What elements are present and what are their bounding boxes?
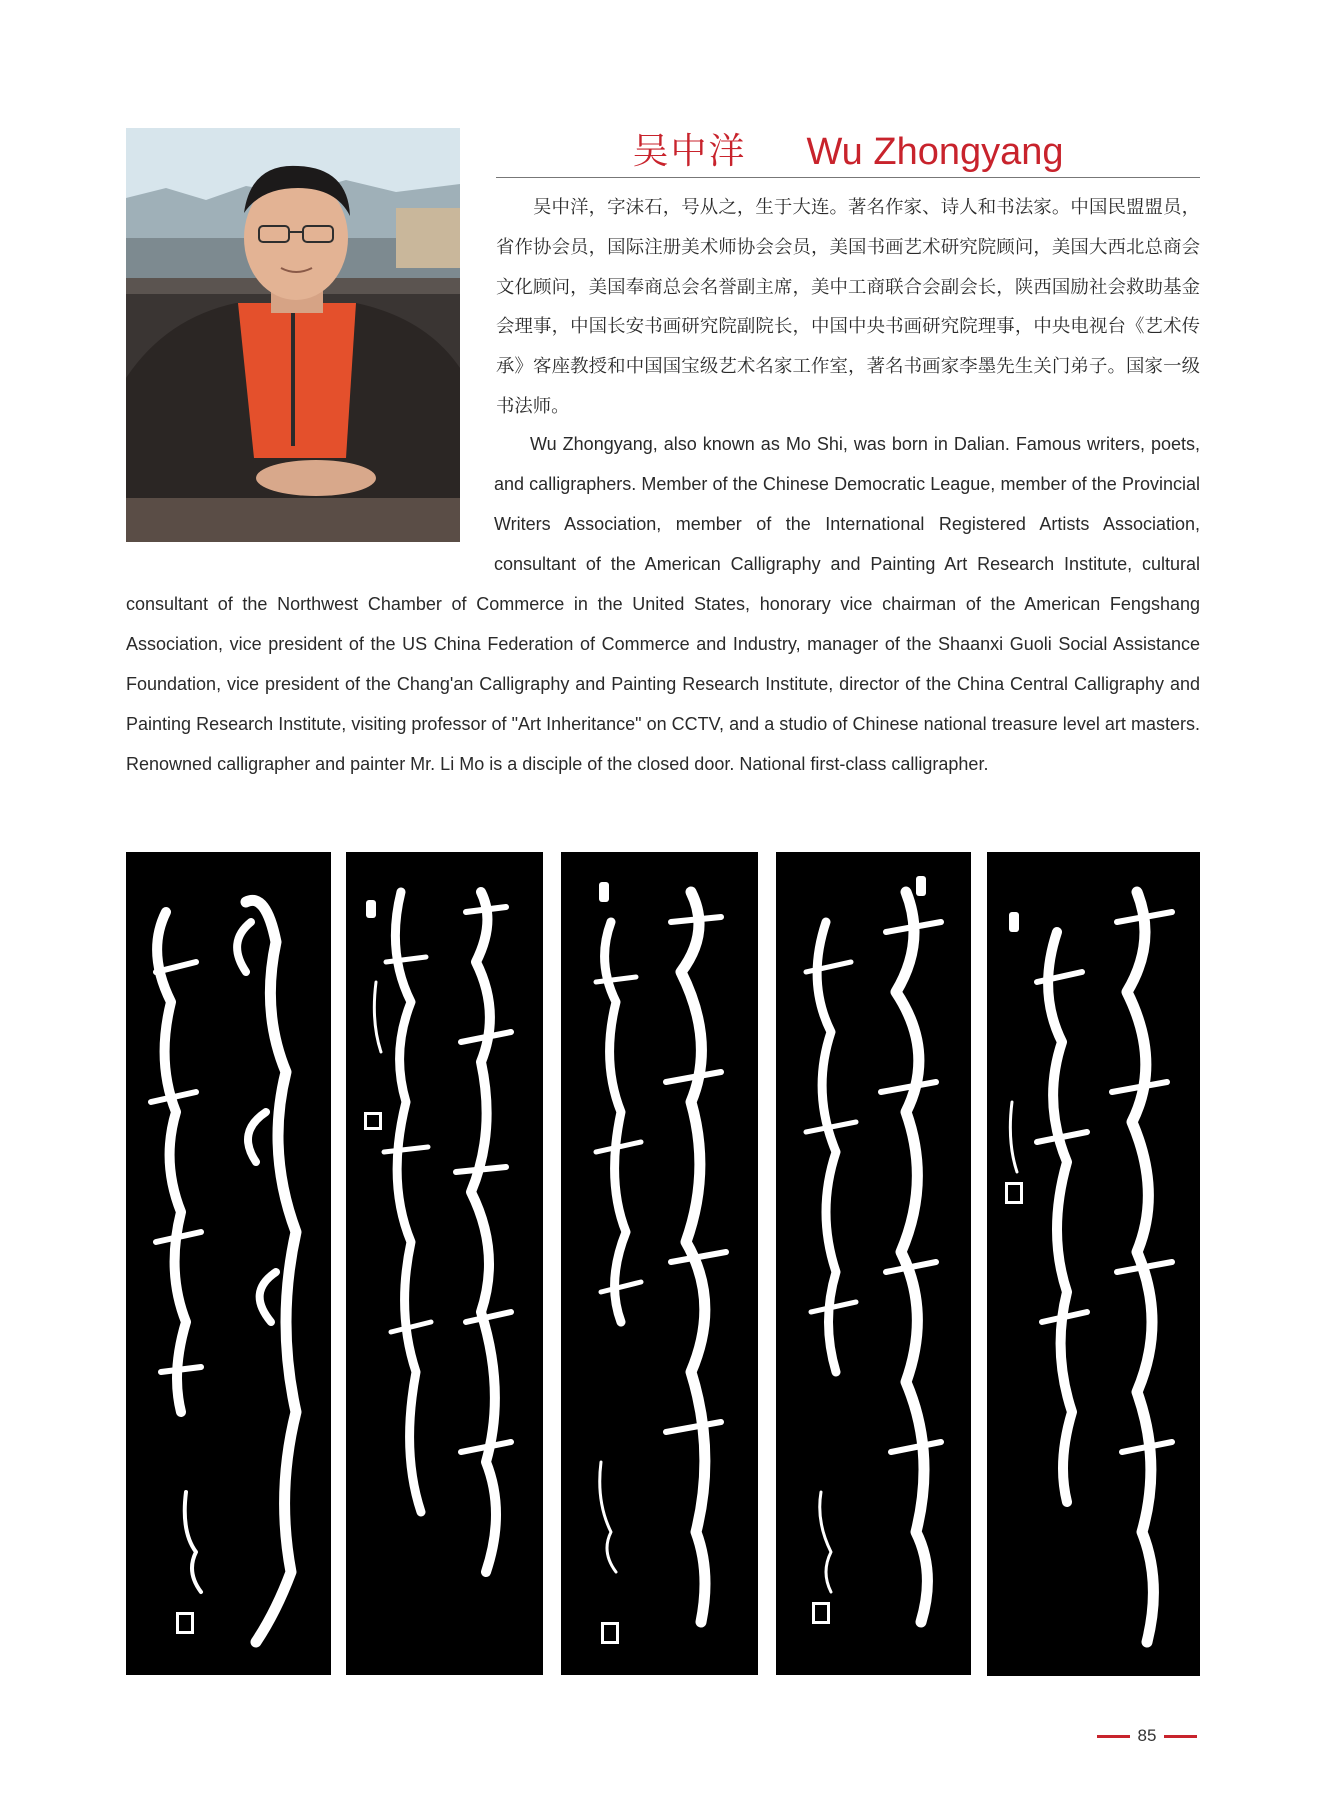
page-number: 85 [1137,1726,1157,1745]
biography-english-block [126,424,1200,784]
footer-dash-left [1097,1735,1130,1738]
photo-wrap-spacer [126,424,494,584]
artist-name-heading [496,122,1200,174]
calligraphy-panel-3 [561,852,758,1675]
biography-chinese: 吴中洋，字沫石，号从之，生于大连。著名作家、诗人和书法家。中国民盟盟员，省作协会员，国际注册美术师协会会员，美国书画艺术研究院顾问，美国大西北总商会文化顾问，美国奉商总会名誉副主席，美中工商联合会副会长，陕西国励社会救助基金会理事，中国长安书画研究院副院长，中国中央书画研究院理事，中央电视台《艺术传承》客座教授和中国国宝级艺术名家工作室，著名书画家李墨先生关门弟子。国家一级书法师。 [496,197,1200,417]
calligraphy-panel-1 [126,852,331,1675]
heading-divider [496,177,1200,178]
artist-name-chinese: 吴中洋 [632,131,747,172]
artist-name-english: Wu Zhongyang [806,131,1064,173]
calligraphy-panel-2 [346,852,543,1675]
page-footer [1092,1724,1202,1748]
calligraphy-panel-4 [776,852,971,1675]
footer-dash-right [1164,1735,1197,1738]
calligraphy-panel-5 [987,852,1200,1676]
biography-english: Wu Zhongyang, also known as Mo Shi, was born in Dalian. Famous writers, poets, and calligraphers. Member of the Chinese Democratic League, member of the Provincial Writers Association, member of the International Registered Artists Association, consultant of the American Calligraphy and Painting Art Research Institute, cultural consultant of the Northwest Chamber of Commerce in the United States, honorary vice chairman of the American Fengshang Association, vice president of the US China Federation of Commerce and Industry, manager of the Shaanxi Guoli Social Assistance Foundation, vice president of the Chang'an Calligraphy and Painting Research Institute, director of the China Central Calligraphy and Painting Research Institute, visiting professor of "Art Inheritance" on CCTV, and a studio of Chinese national treasure level art masters. Renowned calligrapher and painter Mr. Li Mo is a disciple of the closed door. National first-class calligrapher. [126,434,1200,774]
